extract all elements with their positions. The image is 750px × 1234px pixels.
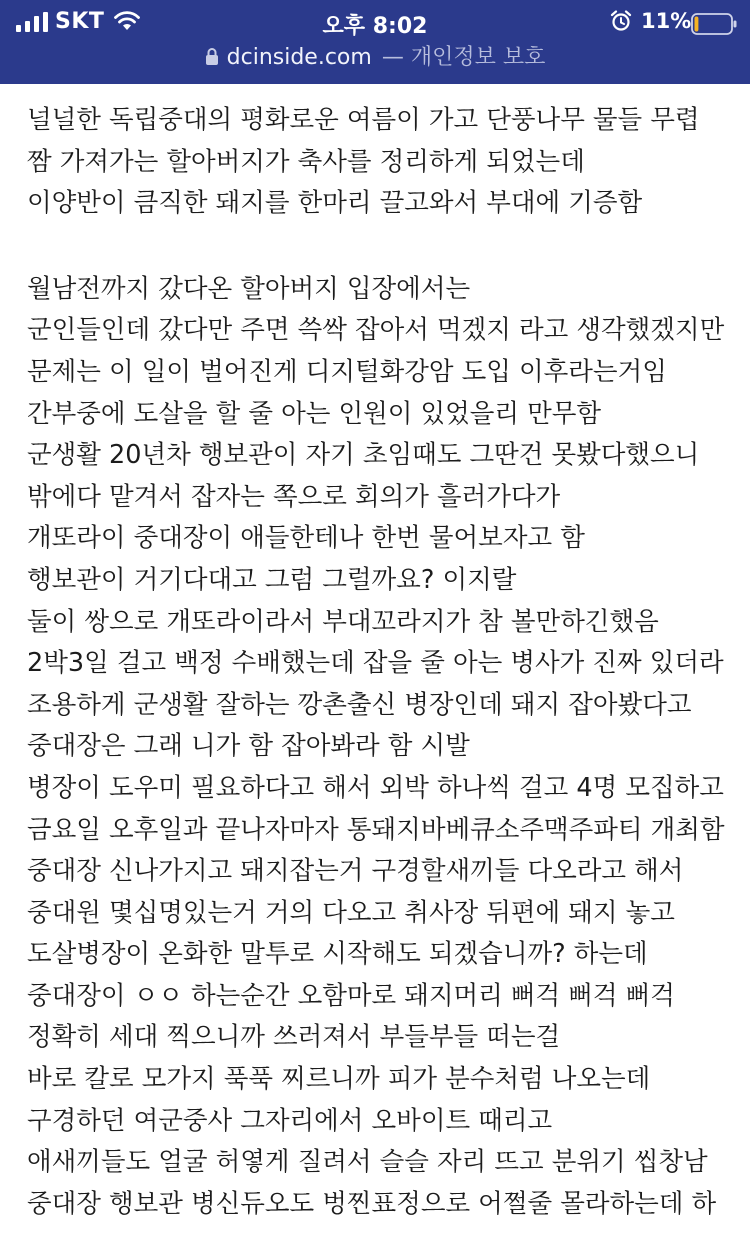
text-line: 이양반이 큼직한 돼지를 한마리 끌고와서 부대에 기증함 xyxy=(27,188,643,219)
text-line: 널널한 독립중대의 평화로운 여름이 가고 단풍나무 물들 무렵 xyxy=(27,105,700,135)
text-line: 구경하던 여군중사 그자리에서 오바이트 때리고 xyxy=(27,1105,553,1136)
text-line: 밖에다 맡겨서 잡자는 쪽으로 회의가 흘러가다가 xyxy=(27,481,561,512)
text-line: 바로 칼로 모가지 푹푹 찌르니까 피가 분수처럼 나오는데 xyxy=(27,1064,651,1095)
text-line: 2박3일 걸고 백정 수배했는데 잡을 줄 아는 병사가 진짜 있더라 xyxy=(27,648,724,679)
text-line: 행보관이 거기다대고 그럼 그럴까요? 이지랄 xyxy=(27,564,517,595)
status-bar xyxy=(0,4,750,40)
carrier-name: SKT xyxy=(55,9,105,34)
text-line: 문제는 이 일이 벌어진게 디지털화강암 도입 이후라는거임 xyxy=(27,356,667,387)
battery-percent: 11% xyxy=(641,9,692,33)
privacy-label: — 개인정보 보호 xyxy=(381,45,546,70)
browser-top-bar xyxy=(0,0,750,84)
paragraph-gap xyxy=(27,225,742,269)
alarm-icon xyxy=(610,10,632,32)
address-domain[interactable]: dcinside.com xyxy=(226,45,372,70)
text-line: 중대장 행보관 병신듀오도 벙찐표정으로 어쩔줄 몰라하는데 하 xyxy=(27,1188,717,1219)
lock-icon xyxy=(205,47,219,65)
text-line: 병장이 도우미 필요하다고 해서 외박 하나씩 걸고 4명 모집하고 xyxy=(27,772,724,803)
text-line: 월남전까지 갔다온 할아버지 입장에서는 xyxy=(27,273,471,304)
status-time: 오후 8:02 xyxy=(322,14,428,39)
paragraph xyxy=(27,100,742,225)
text-line: 중대장 신나가지고 돼지잡는거 구경할새끼들 다오라고 해서 xyxy=(27,856,684,887)
paragraph xyxy=(27,269,742,1226)
post-body xyxy=(27,100,742,1225)
text-line: 둘이 쌍으로 개또라이라서 부대꼬라지가 참 볼만하긴했음 xyxy=(27,606,659,637)
text-line: 군생활 20년차 행보관이 자기 초임때도 그딴건 못봤다했으니 xyxy=(27,440,700,471)
text-line: 군인들인데 갔다만 주면 쓱싹 잡아서 먹겠지 라고 생각했겠지만 xyxy=(27,315,725,346)
text-line: 짬 가져가는 할아버지가 축사를 정리하게 되었는데 xyxy=(27,146,585,177)
text-line: 개또라이 중대장이 애들한테나 한번 물어보자고 함 xyxy=(27,523,585,554)
text-line: 중대원 몇십명있는거 거의 다오고 취사장 뒤편에 돼지 놓고 xyxy=(27,897,675,928)
battery-icon xyxy=(691,13,737,35)
text-line: 금요일 오후일과 끝나자마자 통돼지바베큐소주맥주파티 개최함 xyxy=(27,814,725,845)
text-line: 정확히 세대 찍으니까 쓰러져서 부들부들 떠는걸 xyxy=(27,1022,561,1053)
text-line: 애새끼들도 얼굴 허옇게 질려서 슬슬 자리 뜨고 분위기 씹창남 xyxy=(27,1147,708,1178)
text-line: 간부중에 도살을 할 줄 아는 인원이 있었을리 만무함 xyxy=(27,398,602,429)
text-line: 조용하게 군생활 잘하는 깡촌출신 병장인데 돼지 잡아봤다고 xyxy=(27,689,692,720)
text-line: 도살병장이 온화한 말투로 시작해도 되겠습니까? 하는데 xyxy=(27,939,648,970)
address-bar[interactable] xyxy=(0,40,750,74)
text-line: 중대장이 ㅇㅇ 하는순간 오함마로 돼지머리 뻐걱 뻐걱 뻐걱 xyxy=(27,980,675,1011)
text-line: 중대장은 그래 니가 함 잡아봐라 함 시발 xyxy=(27,731,470,762)
